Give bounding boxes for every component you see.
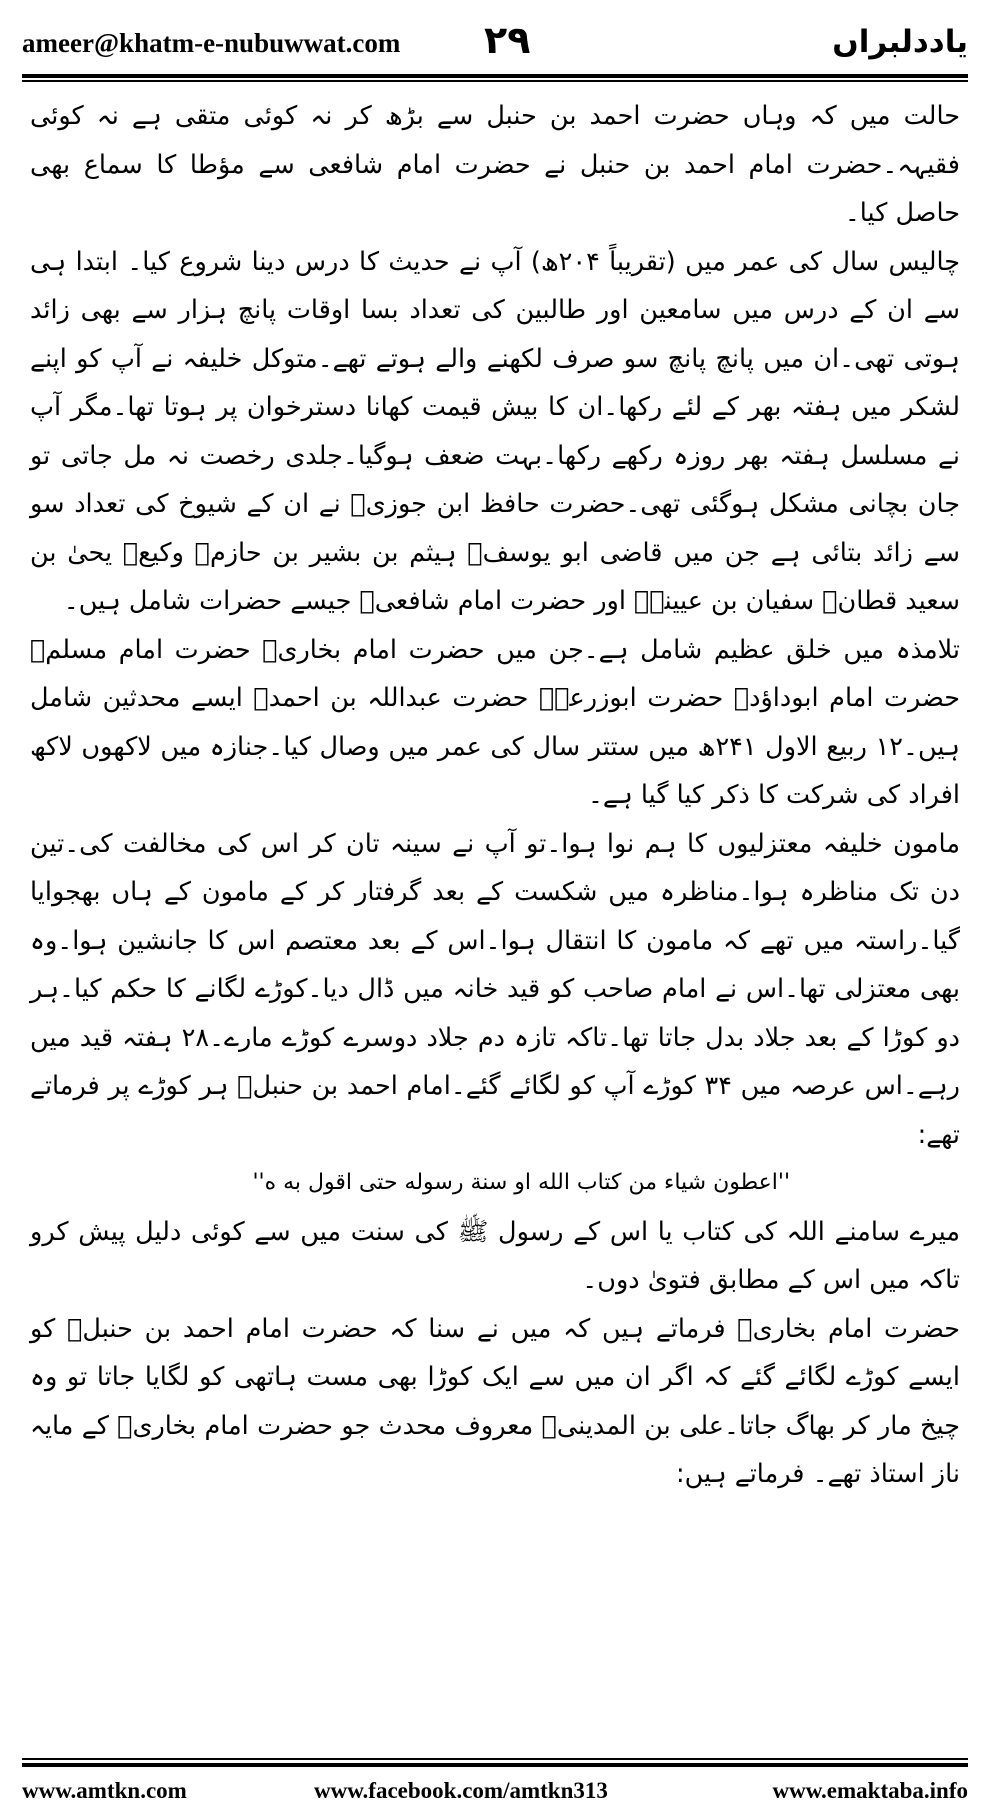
body-paragraph: تلامذہ میں خلق عظیم شامل ہے۔جن میں حضرت امام بخاریؒ حضرت امام مسلمؒ حضرت امام ابوداؤدؒ حضرت ابوزرعہؒ حضرت عبداللہ بن احمدؒ ایسے محدثین شامل ہیں۔۱۲ ربیع الاول ۲۴۱ھ میں ستتر سال کی عمر میں وصال کیا۔جنازہ میں لاکھوں لاکھ افراد کی شرکت کا ذکر کیا گیا ہے۔ [30,634,960,810]
page-number: ٢٩ [484,18,531,62]
footer-link-amtkn[interactable]: www.amtkn.com [22,1778,187,1803]
page-footer [22,1778,968,1808]
quote-translation: میرے سامنے اللہ کی کتاب یا اس کے رسول ﷺ کی سنت میں سے کوئی دلیل پیش کرو تاکہ میں اس کے مطابق فتویٰ دوں۔ [30,1216,960,1295]
body-paragraph: مامون خلیفہ معتزلیوں کا ہم نوا ہوا۔تو آپ نے سینہ تان کر اس کی مخالفت کی۔تین دن تک مناظرہ ہوا۔مناظرہ میں شکست کے بعد گرفتار کر کے مامون کے ہاں بھجوایا گیا۔راستہ میں تھے کہ مامون کا انتقال ہوا۔اس کے بعد معتصم اس کا جانشین ہوا۔وہ بھی معتزلی تھا۔اس نے امام صاحب کو قید خانہ میں ڈال دیا۔کوڑے لگانے کا حکم کیا۔ہر دو کوڑا کے بعد جلاد بدل جاتا تھا۔تاکہ تازہ دم جلاد دوسرے کوڑے مارے۔۲۸ ہفتہ قید میں رہے۔اس عرصہ میں ۳۴ کوڑے آپ کو لگائے گئے۔امام احمد بن حنبلؒ ہر کوڑے پر فرماتے تھے: [30,828,960,1150]
footer-rule-thick [22,1763,968,1767]
page-header [22,14,968,70]
page-body [30,92,960,1499]
footer-link-facebook[interactable]: www.facebook.com/amtkn313 [314,1778,608,1803]
body-paragraph: چالیس سال کی عمر میں (تقریباً ۲۰۴ھ) آپ نے حدیث کا درس دینا شروع کیا۔ ابتدا ہی سے ان کے درس میں سامعین اور طالبین کی تعداد بسا اوقات پانچ ہزار سے بھی زائد ہوتی تھی۔ان میں پانچ پانچ سو صرف لکھنے والے ہوتے تھے۔متوکل خلیفہ نے آپ کو اپنے لشکر میں ہفتہ بھر کے لئے رکھا۔ان کا بیش قیمت کھانا دسترخوان پر ہوتا تھا۔مگر آپ نے مسلسل ہفتہ بھر روزہ رکھے رکھا۔بہت ضعف ہوگیا۔جلدی رخصت نہ مل جاتی تو جان بچانی مشکل ہوگئی تھی۔حضرت حافظ ابن جوزیؒ نے ان کے شیوخ کی تعداد سو سے زائد بتائی ہے جن میں قاضی ابو یوسفؒ ہیثم بن بشیر بن حازمؒ وکیعؒ یحیٰ بن سعید قطانؒ سفیان بن عیینہؒ اور حضرت امام شافعیؒ جیسے حضرات شامل ہیں۔ [30,246,960,616]
book-title: یاددلبراں [832,24,968,60]
body-paragraph: حضرت امام بخاریؒ فرماتے ہیں کہ میں نے سنا کہ حضرت امام احمد بن حنبلؒ کو ایسے کوڑے لگائے گئے کہ اگر ان میں سے ایک کوڑا بھی مست ہاتھی کو لگایا جاتا تو وہ چیخ مار کر بھاگ جاتا۔علی بن المدینیؒ معروف محدث جو حضرت امام بخاریؒ کے مایہ ناز استاذ تھے۔ فرماتے ہیں: [30,1313,960,1489]
footer-link-emaktaba[interactable]: www.emaktaba.info [772,1778,968,1803]
footer-rule-thin [22,1758,968,1760]
header-rule-thin [22,80,968,82]
body-paragraph: حالت میں کہ وہاں حضرت احمد بن حنبل سے بڑھ کر نہ کوئی متقی ہے نہ کوئی فقیہہ۔حضرت امام احمد بن حنبل نے حضرت امام شافعی سے مؤطا کا سماع بھی حاصل کیا۔ [30,101,960,228]
header-rule-thick [22,74,968,78]
arabic-quote: ''اعطون شیاء من کتاب الله او سنة رسوله حتی اقول به ه'' [252,1170,790,1195]
header-email: ameer@khatm-e-nubuwwat.com [22,28,401,58]
